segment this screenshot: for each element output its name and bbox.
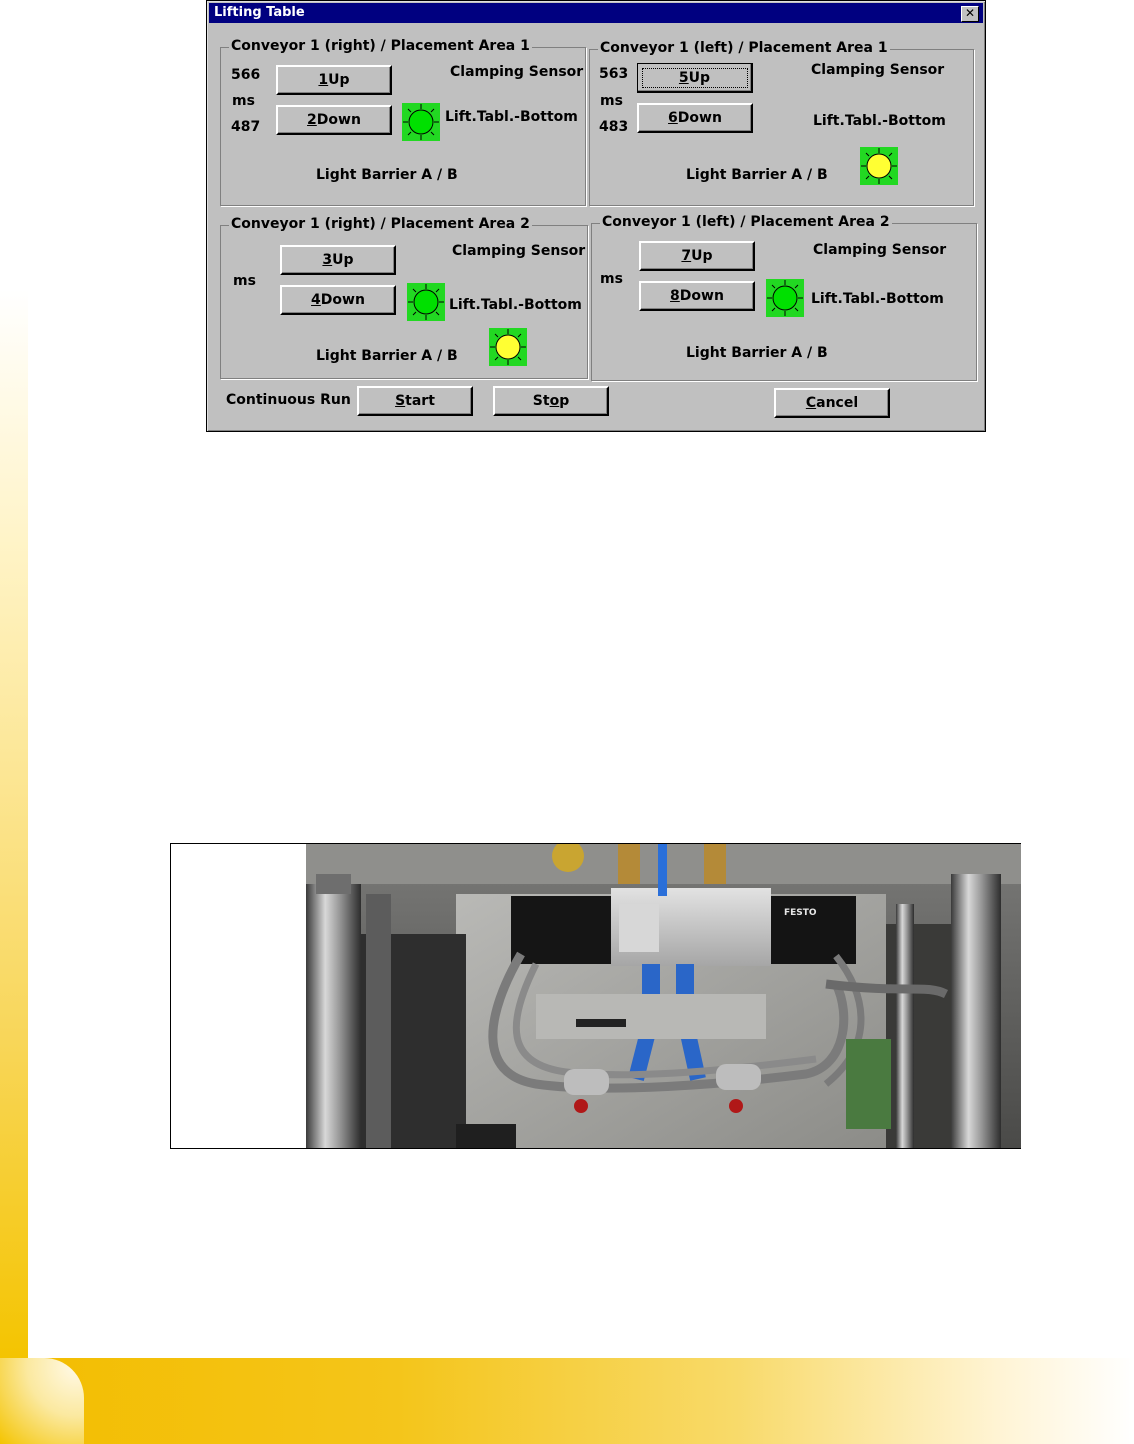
group-left-area-2 [591,214,977,381]
valve-photo [306,844,1021,1148]
lift-bottom-lamp-icon [407,283,445,321]
light-barrier-label: Light Barrier A / B [686,167,828,183]
mnemonic: 5 [678,69,689,86]
button-label: tart [405,393,435,409]
time-unit: ms [233,273,256,289]
page-left-decoration [0,290,28,1360]
lift-table-bottom-label: Lift.Tabl.-Bottom [813,113,946,129]
lamp-glyph [860,147,898,185]
group-title: Conveyor 1 (left) / Placement Area 2 [602,214,890,230]
cancel-button[interactable] [774,388,890,418]
light-barrier-label: Light Barrier A / B [316,348,458,364]
dialog-titlebar [209,3,983,23]
time-bottom: 487 [231,119,261,135]
button-label: Down [320,292,365,308]
lamp-ray [866,153,869,156]
mnemonic: 3 [322,252,333,268]
lamp-ray [772,285,775,288]
start-button[interactable] [357,386,473,416]
lamp-bulb [867,154,891,178]
lift-bottom-lamp-icon [766,279,804,317]
light-barrier-label: Light Barrier A / B [686,345,828,361]
group-right-area-1 [220,38,586,206]
clamping-sensor-label: Clamping Sensor [452,243,586,259]
lamp-ray [436,289,439,292]
time-bottom: 483 [599,119,629,135]
up-7-button[interactable] [639,241,755,271]
mnemonic: 4 [311,292,321,308]
lamp-glyph [407,283,445,321]
down-4-button[interactable] [280,285,396,315]
button-label: Up [691,248,713,264]
lamp-ray [772,308,775,311]
lamp-glyph [489,328,527,366]
up-3-button[interactable] [280,245,396,275]
mnemonic: 1 [318,72,329,88]
button-label: Down [677,110,722,126]
lamp-ray [518,334,521,337]
time-top: 566 [231,67,261,83]
lifting-table-dialog [206,0,986,432]
light-barrier-lamp-icon [860,147,898,185]
lamp-bulb [409,110,433,134]
lamp-glyph [766,279,804,317]
light-barrier-lamp-icon [489,328,527,366]
lamp-ray [495,334,498,337]
mnemonic: o [549,393,560,409]
lift-table-bottom-label: Lift.Tabl.-Bottom [811,291,944,307]
group-right-area-2 [220,216,588,379]
group-title: Conveyor 1 (right) / Placement Area 1 [231,38,530,54]
lamp-ray [866,176,869,179]
button-label: Up [328,72,350,88]
lamp-ray [795,308,798,311]
close-icon[interactable]: ✕ [961,6,979,22]
button-label: Up [688,69,711,86]
valve-photo-drawing [306,844,1021,1148]
page-bottom-corner-decoration [0,1358,84,1444]
down-2-button[interactable] [276,105,392,135]
group-title: Conveyor 1 (left) / Placement Area 1 [600,40,888,56]
page-bottom-decoration [0,1358,1134,1444]
down-8-button[interactable] [639,281,755,311]
time-unit: ms [600,93,623,109]
light-barrier-label: Light Barrier A / B [316,167,458,183]
lamp-ray [889,153,892,156]
lift-bottom-lamp-icon [402,103,440,141]
mnemonic: S [395,393,406,409]
lamp-ray [413,312,416,315]
continuous-run-label: Continuous Run [226,392,351,408]
lamp-bulb [414,290,438,314]
mnemonic: 7 [681,248,692,264]
button-label: Up [332,252,354,268]
button-label: Down [679,288,724,304]
lamp-ray [408,109,411,112]
group-title: Conveyor 1 (right) / Placement Area 2 [231,216,530,232]
group-left-area-1 [589,40,974,206]
up-5-button[interactable] [637,63,753,93]
lamp-ray [413,289,416,292]
time-unit: ms [600,271,623,287]
lamp-bulb [773,286,797,310]
lamp-ray [431,132,434,135]
up-1-button[interactable] [276,65,392,95]
photo-frame [170,843,1021,1149]
festo-label: FESTO [784,908,817,918]
down-6-button[interactable] [637,103,753,133]
mnemonic: C [805,395,817,411]
lamp-glyph [402,103,440,141]
lift-table-bottom-label: Lift.Tabl.-Bottom [445,109,578,125]
button-label: Down [316,112,361,128]
time-top: 563 [599,66,629,82]
mnemonic: 6 [668,110,678,126]
lamp-ray [889,176,892,179]
lamp-bulb [496,335,520,359]
button-label: p [559,393,570,409]
lamp-ray [408,132,411,135]
mnemonic: 8 [670,288,680,304]
time-unit: ms [232,93,255,109]
lamp-ray [431,109,434,112]
clamping-sensor-label: Clamping Sensor [813,242,947,258]
clamping-sensor-label: Clamping Sensor [450,64,584,80]
lift-table-bottom-label: Lift.Tabl.-Bottom [449,297,582,313]
lamp-ray [495,357,498,360]
dialog-title: Lifting Table [214,5,305,20]
button-label: ancel [816,395,859,411]
lamp-ray [795,285,798,288]
lamp-ray [436,312,439,315]
button-label: St [532,393,550,409]
clamping-sensor-label: Clamping Sensor [811,62,945,78]
lamp-ray [518,357,521,360]
stop-button[interactable] [493,386,609,416]
mnemonic: 2 [307,112,317,128]
